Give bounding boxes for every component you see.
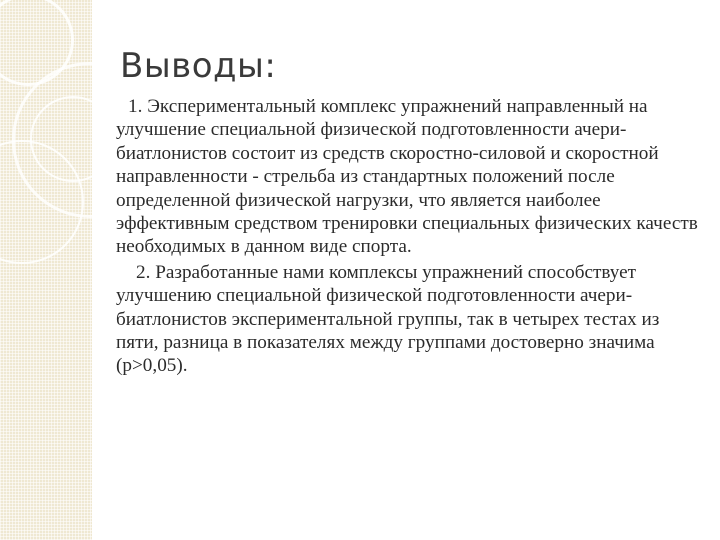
conclusion-paragraph-1: 1. Экспериментальный комплекс упражнений направленный на улучшение специальной физической подготовленности ачери-биатлонистов состоит из средств скоростно-силовой и скоростной направленности - стрельба из стандартных положений после определенной физической нагрузки, что является наиболее эффективным средством тренировки специальных физических качеств необходимых в данном виде спорта.: [116, 96, 698, 258]
strip-divider: [92, 0, 94, 540]
slide-title: Выводы:: [120, 46, 277, 86]
slide-body: [116, 95, 706, 378]
decorative-side-strip: [0, 0, 92, 540]
conclusion-paragraph-2: 2. Разработанные нами комплексы упражнений способствует улучшению специальной физической подготовленности ачери-биатлонистов экспериментальной группы, так в четырех тестах из пяти, разница в показателях между группами достоверно значима (р>0,05).: [116, 261, 660, 377]
